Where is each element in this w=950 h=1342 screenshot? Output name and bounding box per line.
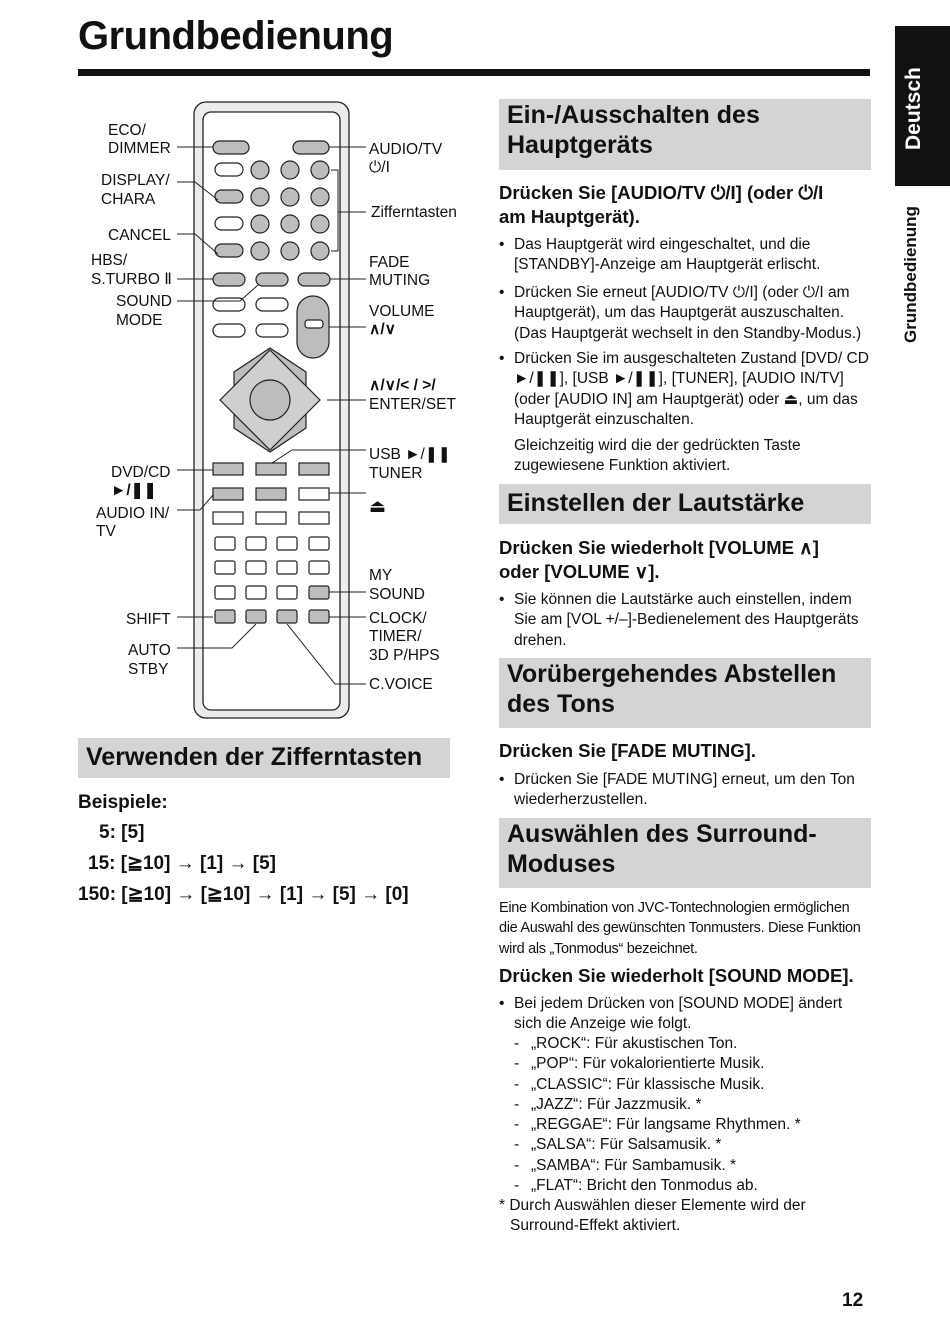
section-heading-line: Ein-/Ausschalten des	[507, 101, 760, 129]
volume-arrows-icon: ∧/∨	[369, 321, 396, 338]
mode-item: - „FLAT“: Bricht den Tonmodus ab.	[514, 1177, 758, 1195]
label-shift: SHIFT	[126, 611, 171, 628]
section-heading-line: Moduses	[507, 850, 616, 878]
label-mode: MODE	[116, 312, 163, 329]
label-3dp: 3D P/HPS	[369, 647, 440, 664]
label-zifferntasten: Zifferntasten	[371, 204, 457, 221]
instruction-line: Drücken Sie [AUDIO/TV ⏻/I] (oder ⏻/I	[499, 182, 824, 203]
bullet-text: Drücken Sie erneut [AUDIO/TV ⏻/I] (oder ⏻/I am Hauptgerät), um das Hauptgerät auszuschalten. (Das Hauptgerät wechselt in den Standby-Modus.)	[514, 284, 862, 342]
label-display: DISPLAY/	[101, 172, 170, 189]
label-sound: SOUND	[116, 293, 172, 310]
bullet-text: Drücken Sie im ausgeschalteten Zustand [DVD/ CD ►/❚❚], [USB ►/❚❚], [TUNER], [AUDIO IN/TV] (oder [AUDIO IN] am Hauptgerät) oder ⏏, um das Hauptgerät einzuschalten.	[514, 350, 869, 428]
mode-item: - „SAMBA“: Für Sambamusik. *	[514, 1156, 736, 1174]
footnote: * Durch Auswählen dieser Elemente wird der Surround-Effekt aktiviert.	[499, 1197, 806, 1235]
label-clock: CLOCK/	[369, 610, 427, 627]
label-sturbo: S.TURBO Ⅱ	[91, 271, 172, 288]
eject-icon: ⏏	[369, 496, 387, 516]
instruction-line: oder [VOLUME ∨].	[499, 561, 660, 582]
label-dvdcd: DVD/CD	[111, 464, 171, 481]
mode-item: - „CLASSIC“: Für klassische Musik.	[514, 1075, 765, 1093]
bullet-item: • Bei jedem Drücken von [SOUND MODE] ändert sich die Anzeige wie folgt.	[499, 994, 871, 1035]
label-tuner: TUNER	[369, 465, 423, 482]
language-tab-label: Deutsch	[902, 67, 925, 150]
nav-arrows-icon: ∧/∨/< / >/	[369, 377, 436, 394]
section-heading-zifferntasten: Verwenden der Zifferntasten	[78, 738, 450, 778]
page-number: 12	[842, 1290, 864, 1311]
label-eco: ECO/	[108, 122, 146, 139]
label-audioin: AUDIO IN/	[96, 505, 170, 522]
mode-item: - „POP“: Für vokalorientierte Musik.	[514, 1055, 765, 1073]
power-icon: ⏻/I	[369, 159, 390, 176]
label-mysound: SOUND	[369, 586, 425, 603]
bullet-item: • Das Hauptgerät wird eingeschaltet, und die [STANDBY]-Anzeige am Hauptgerät erlischt.	[499, 235, 871, 276]
page-title: Grundbedienung	[78, 14, 394, 58]
section-heading-surround	[499, 818, 871, 888]
instruction-line: Drücken Sie wiederholt [VOLUME ∧]	[499, 537, 819, 558]
label-dvdcd-play-icon: ►/❚❚	[111, 482, 157, 499]
example-line: 5: [5]	[99, 822, 145, 843]
mode-list	[514, 1034, 874, 1196]
label-tv: TV	[96, 523, 116, 540]
label-usb: USB ►/❚❚	[369, 446, 451, 463]
instruction-line: am Hauptgerät).	[499, 206, 640, 227]
bullet-text: Bei jedem Drücken von [SOUND MODE] ändert sich die Anzeige wie folgt.	[514, 995, 843, 1033]
section-heading-power	[499, 99, 871, 170]
label-hbs: HBS/	[91, 252, 128, 269]
label-volume: VOLUME	[369, 303, 435, 320]
examples-heading: Beispiele:	[78, 792, 168, 813]
label-auto: AUTO	[128, 642, 171, 659]
bullet-continuation	[499, 436, 871, 477]
section-heading-volume: Einstellen der Lautstärke	[499, 484, 871, 524]
bullet-text: Gleichzeitig wird die der gedrückten Taste zugewiesene Funktion aktiviert.	[514, 437, 801, 475]
label-chara: CHARA	[101, 191, 156, 208]
surround-intro: Eine Kombination von JVC-Tontechnologien ermöglichen die Auswahl des gewünschten Tonmusters. Diese Funktion wird als „Tonmodus“ bezeichnet.	[499, 900, 861, 957]
section-heading-line: Hauptgeräts	[507, 131, 653, 159]
section-heading-muting	[499, 658, 871, 728]
label-cancel: CANCEL	[108, 227, 171, 244]
mode-item: - „REGGAE“: Für langsame Rhythmen. *	[514, 1116, 801, 1134]
bullet-item: • Sie können die Lautstärke auch einstellen, indem Sie am [VOL +/–]-Bedienelement des Hauptgeräts drehen.	[499, 590, 871, 651]
section-heading-line: des Tons	[507, 690, 615, 718]
mode-item: - „SALSA“: Für Salsamusik. *	[514, 1136, 722, 1154]
bullet-item: • Drücken Sie [FADE MUTING] erneut, um den Ton wiederherzustellen.	[499, 770, 871, 811]
bullet-item: • Drücken Sie erneut [AUDIO/TV ⏻/I] (oder ⏻/I am Hauptgerät), um das Hauptgerät auszuschalten. (Das Hauptgerät wechselt in den Standby-Modus.)	[499, 283, 871, 344]
label-audiotv: AUDIO/TV	[369, 141, 443, 158]
instruction-muting: Drücken Sie [FADE MUTING].	[499, 740, 756, 761]
instruction-volume	[499, 536, 819, 584]
label-cvoice: C.VOICE	[369, 676, 433, 693]
bullet-item: • Drücken Sie im ausgeschalteten Zustand [DVD/ CD ►/❚❚], [USB ►/❚❚], [TUNER], [AUDIO IN/TV] (oder [AUDIO IN] am Hauptgerät) oder ⏏, um das Hauptgerät einzuschalten.	[499, 349, 871, 430]
section-heading-line: Vorübergehendes Abstellen	[507, 660, 837, 688]
label-muting: MUTING	[369, 272, 431, 289]
mode-item: - „JAZZ“: Für Jazzmusik. *	[514, 1095, 702, 1113]
bullet-text: Sie können die Lautstärke auch einstellen, indem Sie am [VOL +/–]-Bedienelement des Hauptgeräts drehen.	[514, 591, 859, 649]
label-dimmer: DIMMER	[108, 140, 171, 157]
example-line: 150: [≧10] → [≧10] → [1] → [5] → [0]	[78, 884, 409, 905]
label-stby: STBY	[128, 661, 169, 678]
example-line: 15: [≧10] → [1] → [5]	[88, 853, 277, 874]
bullet-text: Drücken Sie [FADE MUTING] erneut, um den Ton wiederherzustellen.	[514, 771, 855, 809]
instruction-power	[499, 181, 823, 229]
label-enterset: ENTER/SET	[369, 396, 456, 413]
instruction-sound-mode: Drücken Sie wiederholt [SOUND MODE].	[499, 965, 854, 986]
section-heading-line: Auswählen des Surround-	[507, 820, 817, 848]
label-fade: FADE	[369, 254, 410, 271]
mode-item: - „ROCK“: Für akustischen Ton.	[514, 1035, 738, 1052]
label-timer: TIMER/	[369, 628, 422, 645]
label-my: MY	[369, 567, 393, 584]
chapter-tab-label: Grundbedienung	[901, 206, 920, 343]
bullet-text: Das Hauptgerät wird eingeschaltet, und die [STANDBY]-Anzeige am Hauptgerät erlischt.	[514, 236, 821, 274]
